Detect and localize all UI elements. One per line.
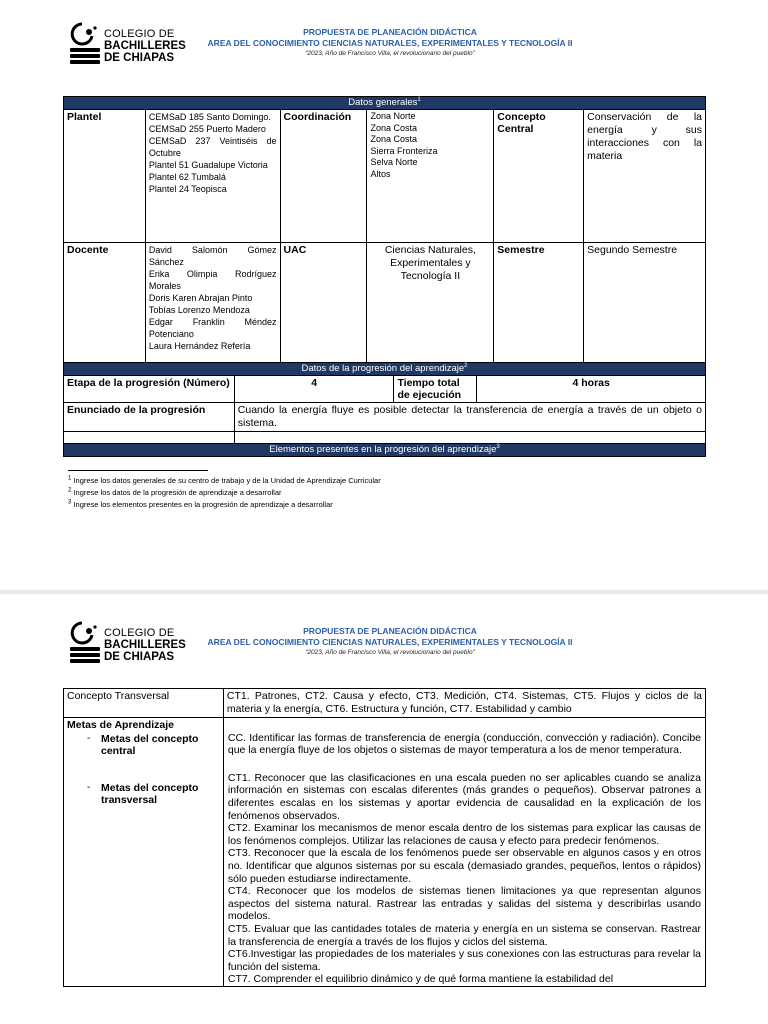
doc-motto: “2023, Año de Francisco Villa, el revolucionario del pueblo” bbox=[305, 50, 475, 57]
footnote-1: $^1$ Ingrese los datos generales de su centro de trabajo y de la Unidad de Aprendizaje Curricular bbox=[68, 475, 381, 485]
etapa-value: 4 bbox=[234, 376, 394, 403]
logo-line-3: DE CHIAPAS bbox=[104, 52, 175, 64]
datos-generales-table bbox=[63, 96, 706, 365]
plantel-value: CEMSaD 185 Santo Domingo. CEMSaD 255 Puerto Madero CEMSaD 237 Veintiséis de Octubre Plantel 51 Guadalupe Victoria Plantel 62 Tumbalá Plantel 24 Teopisca bbox=[145, 110, 280, 243]
uac-value: Ciencias Naturales, Experimentales y Tecnología II bbox=[367, 243, 494, 365]
tiempo-value: 4 horas bbox=[477, 376, 706, 403]
coordinacion-value: Zona Norte Zona Costa Zona Costa Sierra Fronteriza Selva Norte Altos bbox=[367, 110, 494, 243]
ct7-text: CT7. Comprender el equilibrio dinámico y de qué forma mantiene la estabilidad del bbox=[227, 973, 614, 986]
doc-subtitle: AREA DEL CONOCIMIENTO CIENCIAS NATURALES, EXPERIMENTALES Y TECNOLOGÍA II bbox=[207, 38, 573, 48]
empty-cell bbox=[64, 431, 235, 443]
doc-title: PROPUESTA DE PLANEACIÓN DIDÁCTICA bbox=[303, 626, 477, 636]
coordinacion-label: Coordinación bbox=[280, 110, 367, 243]
metas-label-cell: Metas de Aprendizaje - Metas del concepto central - Metas del concepto transversal bbox=[64, 717, 224, 986]
progresion-table bbox=[63, 362, 706, 457]
page-separator bbox=[0, 590, 768, 594]
footnote-2: $^2$ Ingrese los datos de la progresión de aprendizaje a desarrollar bbox=[68, 487, 282, 497]
logo-line-2: BACHILLERES bbox=[104, 639, 186, 651]
footnote-separator bbox=[68, 470, 208, 471]
metas-central-label: Metas del concepto central bbox=[101, 732, 199, 758]
metas-content bbox=[223, 717, 705, 986]
metas-table bbox=[63, 688, 706, 987]
empty-cell bbox=[234, 431, 705, 443]
logo-line-1: COLEGIO DE bbox=[104, 627, 175, 639]
metas-transversal-label: Metas del concepto transversal bbox=[101, 781, 199, 807]
logo-line-3: DE CHIAPAS bbox=[104, 651, 175, 663]
semestre-label: Semestre bbox=[494, 243, 584, 365]
cobach-logo bbox=[68, 617, 188, 669]
tiempo-label: Tiempo total de ejecución bbox=[394, 376, 477, 403]
concepto-central-label: Concepto Central bbox=[494, 110, 584, 243]
docente-label: Docente bbox=[64, 243, 146, 365]
page2-header bbox=[0, 617, 768, 677]
enunciado-label: Enunciado de la progresión bbox=[64, 403, 235, 432]
cc-text: CC. Identificar las formas de transferencia de energía (conducción, convección y radiación). Concibe que la energía fluye de los objetos o sistemas de mayor temperatura a los de menor temperatura. bbox=[227, 731, 701, 757]
ct4-text: CT4. Reconocer que los modelos de sistemas tienen limitaciones ya que representan algunos aspectos del sistema natural. Rastrear las entradas y salidas del sistema y describirlas usando modelos. bbox=[227, 885, 701, 923]
doc-title: PROPUESTA DE PLANEACIÓN DIDÁCTICA bbox=[303, 27, 477, 37]
datos-generales-heading: Datos generales$^1$ bbox=[64, 97, 706, 110]
progresion-heading: Datos de la progresión del aprendizaje$^2$ bbox=[64, 363, 706, 376]
ct6-text: CT6.Investigar las propiedades de los materiales y sus conexiones con las estructuras para revelar la función del sistema. bbox=[227, 948, 701, 973]
page1-header bbox=[0, 18, 768, 78]
enunciado-value: Cuando la energía fluye es posible detectar la transferencia de energía a través de un objeto o sistema. bbox=[234, 403, 705, 432]
etapa-label: Etapa de la progresión (Número) bbox=[64, 376, 235, 403]
cobach-logo-icon bbox=[68, 18, 102, 66]
concepto-central-value: Conservación de la energía y sus interacciones con la materia bbox=[584, 110, 706, 243]
doc-motto: “2023, Año de Francisco Villa, el revolucionario del pueblo” bbox=[305, 649, 475, 656]
concepto-transversal-value: CT1. Patrones, CT2. Causa y efecto, CT3. Medición, CT4. Sistemas, CT5. Flujos y ciclos de la materia y la energía, CT6. Estructura y función, CT7. Estabilidad y cambio bbox=[223, 689, 705, 718]
metas-label: Metas de Aprendizaje bbox=[67, 718, 174, 731]
elementos-heading: Elementos presentes en la progresión del aprendizaje$^3$ bbox=[64, 443, 706, 456]
semestre-value: Segundo Semestre bbox=[584, 243, 706, 365]
ct3-text: CT3. Reconocer que la escala de los fenómenos puede ser observable en algunos casos y en otros no. Identificar que algunos sistemas por su escala (demasiado grandes, pequeños, lentos o rápidos) sólo pueden estudiarse indirectamente. bbox=[227, 847, 701, 885]
logo-line-2: BACHILLERES bbox=[104, 40, 186, 52]
concepto-transversal-label: Concepto Transversal bbox=[64, 689, 224, 718]
doc-subtitle: AREA DEL CONOCIMIENTO CIENCIAS NATURALES, EXPERIMENTALES Y TECNOLOGÍA II bbox=[207, 637, 573, 647]
uac-label: UAC bbox=[280, 243, 367, 365]
ct2-text: CT2. Examinar los mecanismos de menor escala dentro de los sistemas para explicar las causas de los fenómenos complejos. Utilizar las relaciones de causa y efecto para predecir fenómenos. bbox=[227, 822, 701, 847]
footnote-3: $^3$ Ingrese los elementos presentes en la progresión de aprendizaje a desarrollar bbox=[68, 499, 333, 509]
plantel-label: Plantel bbox=[64, 110, 146, 243]
ct5-text: CT5. Evaluar que las cantidades totales de materia y energía en un sistema se conservan. Rastrear la transferencia de energía a través de los flujos y ciclos del sistema. bbox=[227, 922, 701, 948]
logo-line-1: COLEGIO DE bbox=[104, 28, 175, 40]
cobach-logo-icon bbox=[68, 617, 102, 665]
ct1-text: CT1. Reconocer que las clasificaciones en una escala pueden no ser aplicables cuando se analiza información en sistemas con escalas diferentes (más grandes o pequeños). Observar patrones a diferentes escalas en los sistemas y aportar evidencia de causalidad en la explicación de los fenómenos observados. bbox=[227, 771, 701, 822]
cobach-logo bbox=[68, 18, 188, 70]
docente-value: David Salomón Gómez Sánchez Erika Olimpia Rodríguez Morales Doris Karen Abrajan Pinto Tobías Lorenzo Mendoza Edgar Franklin Méndez Potenciano Laura Hernández Refería bbox=[145, 243, 280, 365]
